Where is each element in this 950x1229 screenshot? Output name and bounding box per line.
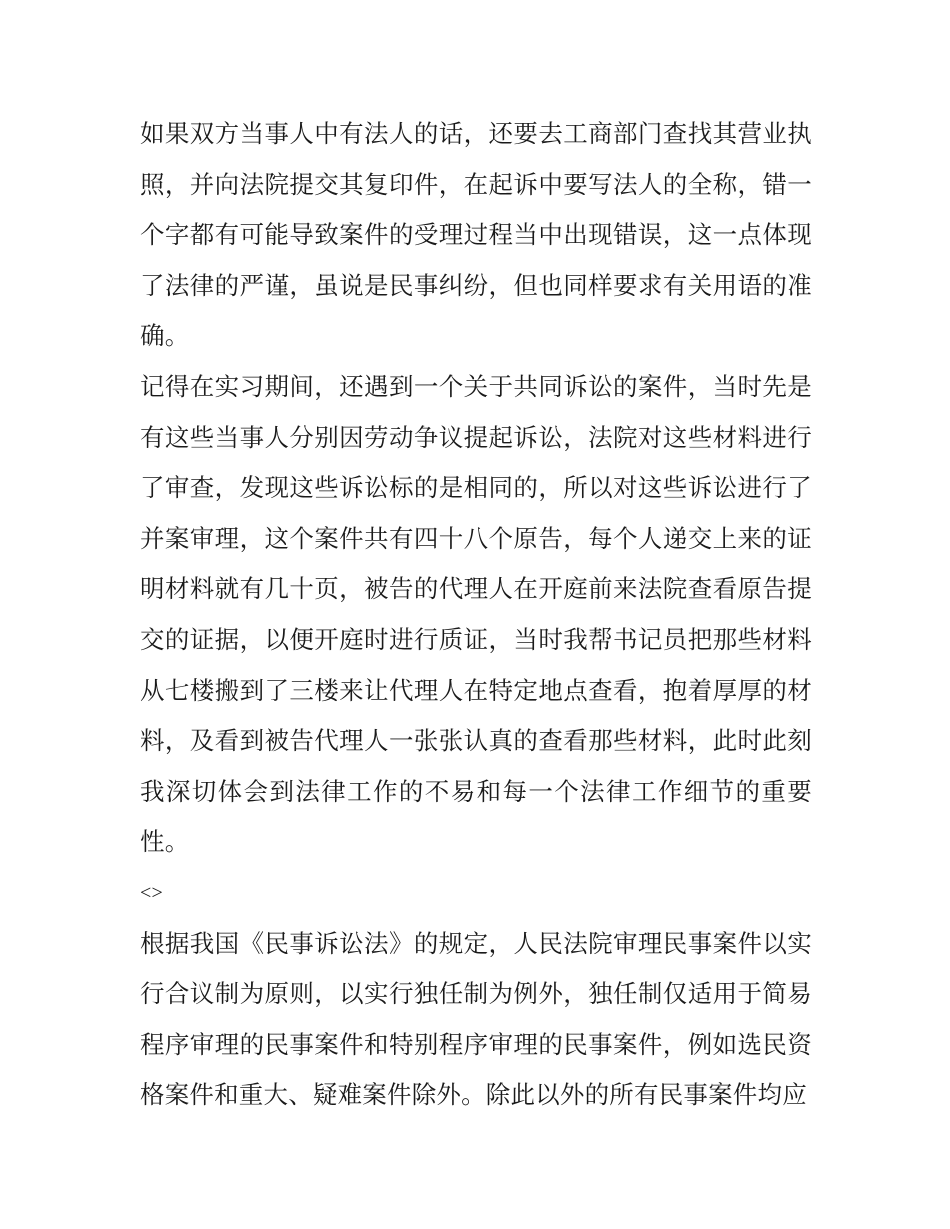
section-separator: <> — [140, 881, 163, 904]
paragraph-legal-person-name: 如果双方当事人中有法人的话，还要去工商部门查找其营业执照，并向法院提交其复印件，在起诉中要写法人的全称，错一个字都有可能导致案件的受理过程当中出现错误，这一点体现了法律的严谨，虽说是民事纠纷，但也同样要求有关用语的准确。 — [140, 119, 812, 351]
document-body — [140, 109, 812, 1121]
paragraph-joint-litigation: 记得在实习期间，还遇到一个关于共同诉讼的案件，当时先是有这些当事人分别因劳动争议提起诉讼，法院对这些材料进行了审查，发现这些诉讼标的是相同的，所以对这些诉讼进行了并案审理，这个案件共有四十八个原告，每个人递交上来的证明材料就有几十页，被告的代理人在开庭前来法院查看原告提交的证据，以便开庭时进行质证，当时我帮书记员把那些材料从七楼搬到了三楼来让代理人在特定地点查看，抱着厚厚的材料，及看到被告代理人一张张认真的查看那些材料，此时此刻我深切体会到法律工作的不易和每一个法律工作细节的重要性。 — [140, 371, 812, 857]
paragraph-collegial-system: 根据我国《民事诉讼法》的规定，人民法院审理民事案件以实行合议制为原则，以实行独任制为例外，独任制仅适用于简易程序审理的民事案件和特别程序审理的民事案件，例如选民资格案件和重大、疑难案件除外。除此以外的所有民事案件均应 — [140, 928, 812, 1110]
